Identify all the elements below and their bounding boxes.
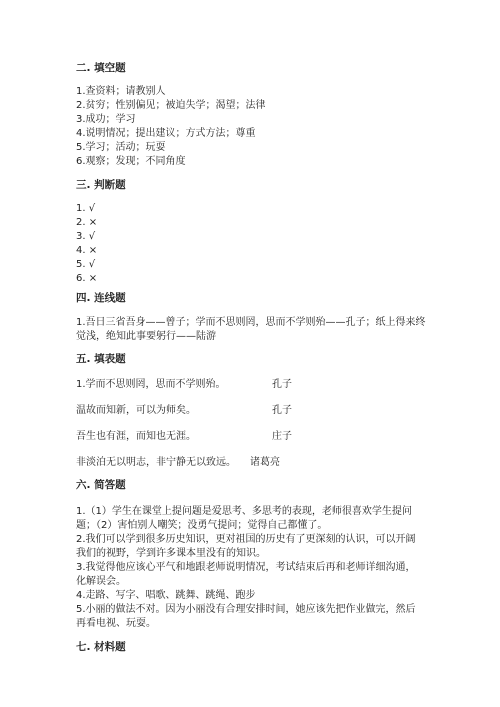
fill-in-answer: 3.成功；学习 xyxy=(76,114,136,125)
section-title-short-answer: 六. 简答题 xyxy=(76,479,126,491)
table-author: 庄子 xyxy=(272,431,292,442)
table-author: 孔子 xyxy=(272,405,292,416)
matching-answer-line: 觉浅，绝知此事要躬行——陆游 xyxy=(76,331,216,342)
fill-in-answer: 1.查资料；请教别人 xyxy=(76,86,166,97)
table-quote: 非淡泊无以明志，非宁静无以致远。 xyxy=(76,457,236,468)
short-answer-line: 4.走路、写字、唱歌、跳舞、跳绳、跑步 xyxy=(76,590,256,601)
section-title-material: 七. 材料题 xyxy=(76,641,126,653)
short-answer-line: 题；（2）害怕别人嘲笑；没勇气提问；觉得自己都懂了。 xyxy=(76,520,328,531)
fill-in-answer: 2.贫穷；性别偏见；被迫失学；渴望；法律 xyxy=(76,100,266,111)
section-title-matching: 四. 连线题 xyxy=(76,292,126,304)
fill-in-answer: 4.说明情况；提出建议；方式方法；尊重 xyxy=(76,128,256,139)
table-quote: 吾生也有涯，而知也无涯。 xyxy=(76,431,196,442)
section-title-table: 五. 填表题 xyxy=(76,353,126,365)
judgement-answer: 1. √ xyxy=(76,203,96,214)
judgement-answer: 4. × xyxy=(76,245,98,256)
judgement-answer: 6. × xyxy=(76,273,98,284)
table-quote: 温故而知新，可以为师矣。 xyxy=(76,405,196,416)
fill-in-answer: 5.学习；活动；玩耍 xyxy=(76,142,166,153)
section-title-judgement: 三. 判断题 xyxy=(76,179,126,191)
short-answer-line: 化解误会。 xyxy=(76,576,126,587)
short-answer-line: 我们的视野，学到许多课本里没有的知识。 xyxy=(76,548,266,559)
table-author: 诸葛亮 xyxy=(250,457,280,468)
short-answer-line: 3.我觉得他应该心平气和地跟老师说明情况，考试结束后再和老师详细沟通， xyxy=(76,562,416,573)
matching-answer-line: 1.吾日三省吾身——曾子；学而不思则罔，思而不学则殆——孔子；纸上得来终 xyxy=(76,317,426,328)
short-answer-line: 2.我们可以学到很多历史知识，更对祖国的历史有了更深刻的认识，可以开阔 xyxy=(76,534,416,545)
fill-in-answer: 6.观察；发现；不同角度 xyxy=(76,156,186,167)
short-answer-line: 再看电视、玩耍。 xyxy=(76,618,156,629)
judgement-answer: 3. √ xyxy=(76,231,96,242)
table-quote: 1.学而不思则罔，思而不学则殆。 xyxy=(76,379,226,390)
judgement-answer: 2. × xyxy=(76,217,98,228)
table-author: 孔子 xyxy=(272,379,292,390)
short-answer-line: 5.小丽的做法不对。因为小丽没有合理安排时间，她应该先把作业做完，然后 xyxy=(76,604,416,615)
judgement-answer: 5. √ xyxy=(76,259,96,270)
section-title-fill-in: 二. 填空题 xyxy=(76,62,126,74)
short-answer-line: 1.（1）学生在课堂上提问题是爱思考、多思考的表现，老师很喜欢学生提问 xyxy=(76,506,412,517)
